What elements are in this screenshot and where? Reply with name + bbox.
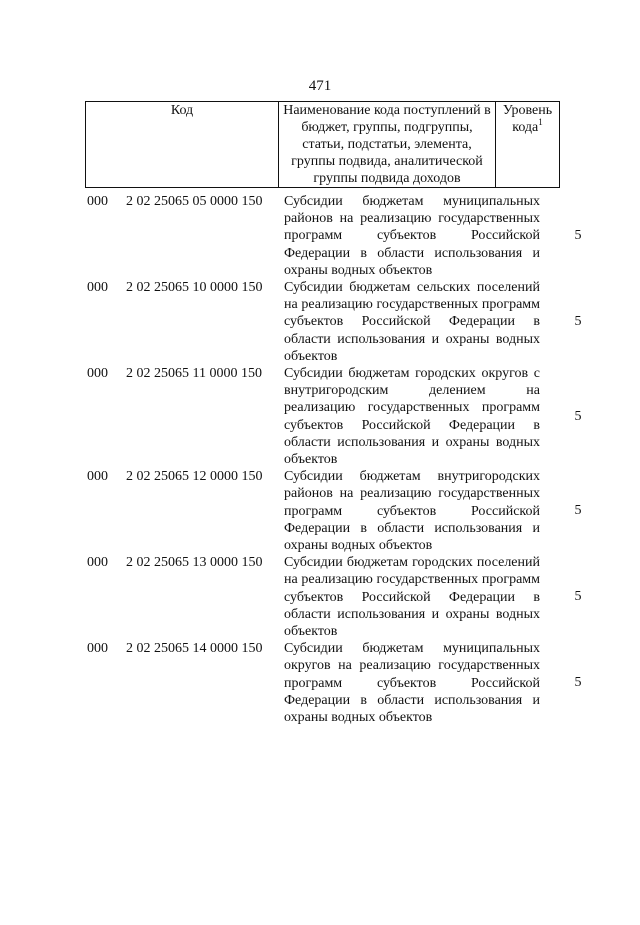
row-level: 5: [574, 503, 582, 519]
row-admin-code: 000: [87, 194, 108, 209]
page-number: 471: [308, 78, 332, 94]
row-admin-code: 000: [87, 555, 108, 571]
row-name: Субсидии бюджетам внутригородских районов на реализацию государственных программ субъектов Российской Федерации в области использования и охраны водных объектов: [284, 469, 540, 554]
row-name: Субсидии бюджетам городских поселений на реализацию государственных программ субъектов Российской Федерации в области использования и охраны водных объектов: [284, 555, 540, 640]
row-name: Субсидии бюджетам сельских поселений на реализацию государственных программ субъектов Российской Федерации в области использования и охраны водных объектов: [284, 280, 540, 364]
table-row: [0, 365, 640, 468]
row-income-code: 2 02 25065 05 0000 150: [126, 194, 263, 209]
row-level: 5: [574, 408, 582, 424]
table-body: [0, 193, 640, 726]
row-name: Субсидии бюджетам городских округов с внутригородским делением на реализацию государственных программ субъектов Российской Федерации в области использования и охраны водных объектов: [284, 366, 540, 468]
row-admin-code: 000: [87, 366, 108, 382]
row-level: 5: [574, 589, 582, 605]
table-row: [0, 279, 640, 365]
header-code: Код: [86, 102, 279, 188]
row-admin-code: 000: [87, 469, 108, 485]
row-income-code: 2 02 25065 13 0000 150: [126, 555, 263, 571]
table-row: [0, 640, 640, 726]
table-header: [85, 101, 560, 188]
row-level: 5: [574, 228, 582, 243]
header-level-footnote: 1: [538, 117, 543, 127]
row-admin-code: 000: [87, 641, 108, 657]
table-row: [0, 554, 640, 640]
row-income-code: 2 02 25065 14 0000 150: [126, 641, 263, 657]
table-row: [0, 468, 640, 554]
header-level-label: Уровень кода: [502, 103, 553, 135]
row-level: 5: [574, 314, 582, 330]
header-name: Наименование кода поступлений в бюджет, группы, подгруппы, статьи, подстатьи, элемента, группы подвида, аналитической группы подвида доходов: [279, 102, 496, 188]
row-name: Субсидии бюджетам муниципальных округов на реализацию государственных программ субъектов Российской Федерации в области использования и охраны водных объектов: [284, 641, 540, 726]
table-row: [0, 193, 640, 279]
row-income-code: 2 02 25065 11 0000 150: [126, 366, 262, 382]
row-income-code: 2 02 25065 12 0000 150: [126, 469, 263, 485]
row-income-code: 2 02 25065 10 0000 150: [126, 280, 263, 296]
row-level: 5: [574, 675, 582, 691]
row-admin-code: 000: [87, 280, 108, 296]
row-name: Субсидии бюджетам муниципальных районов на реализацию государственных программ субъектов Российской Федерации в области использования и охраны водных объектов: [284, 194, 540, 278]
header-level: [496, 102, 560, 188]
